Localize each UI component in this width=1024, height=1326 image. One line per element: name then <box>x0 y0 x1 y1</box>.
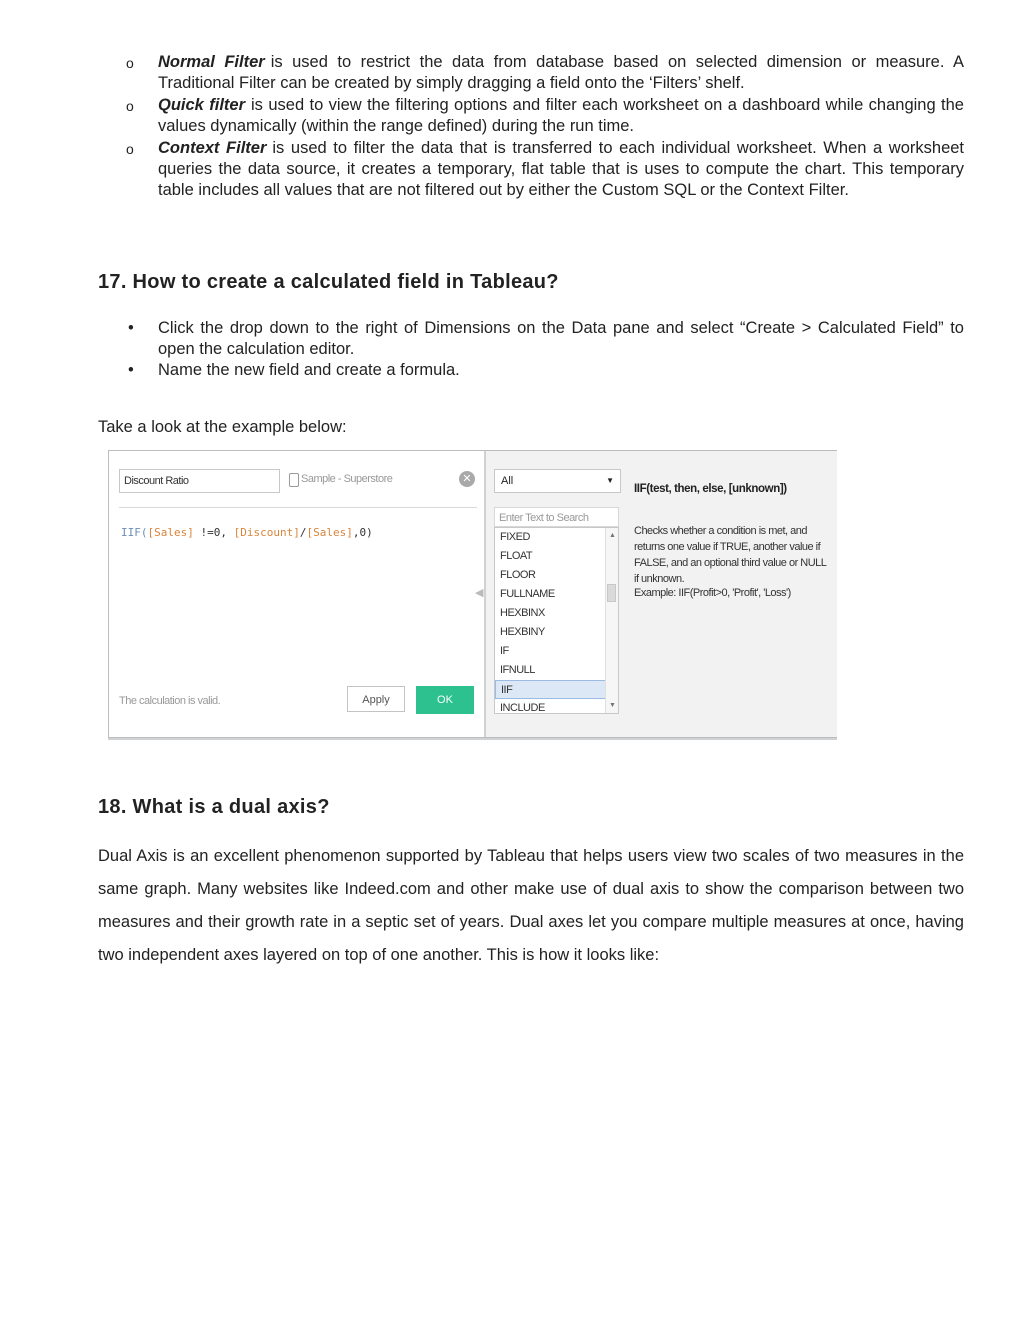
term-description: is used to filter the data that is transferred to each individual worksheet. When a worksheet queries the data source, it creates a temporary, flat table that is uses to compute the chart. This temporary table includes all values that are not filtered out by either the Custom SQL or the Context Filter. <box>158 139 965 199</box>
formula-editor[interactable] <box>121 526 373 539</box>
divider <box>119 507 477 508</box>
section-17-heading: 17. How to create a calculated field in Tableau? <box>98 271 559 293</box>
list-item[interactable]: FLOOR <box>500 569 536 581</box>
data-source-label: Sample - Superstore <box>301 473 393 485</box>
scroll-down-icon[interactable]: ▼ <box>609 702 616 709</box>
example-intro: Take a look at the example below: <box>98 418 347 436</box>
term-description: is used to restrict the data from database based on selected dimension or measure. A Traditional Filter can be created by simply dragging a field onto the ‘Filters’ shelf. <box>158 53 964 92</box>
scroll-thumb[interactable] <box>607 584 616 602</box>
bullet-marker: o <box>126 98 134 114</box>
validation-status: The calculation is valid. <box>119 695 221 707</box>
chevron-down-icon: ▼ <box>606 476 614 485</box>
dual-axis-paragraph: Dual Axis is an excellent phenomenon supported by Tableau that helps users view two scales of two measures in the same graph. Many websites like Indeed.com and other make use of dual axis to show the comparison between two measures and their growth rate in a septic set of years. Dual axes let you compare multiple measures at once, having two independent axes layered on top of one another. This is how it looks like: <box>98 847 964 964</box>
function-signature: IIF(test, then, else, [unknown]) <box>634 483 787 495</box>
apply-button[interactable]: Apply <box>347 686 405 712</box>
database-icon <box>289 473 299 487</box>
section-18-heading: 18. What is a dual axis? <box>98 796 330 818</box>
scroll-up-icon[interactable]: ▲ <box>609 532 616 539</box>
function-search-input[interactable]: Enter Text to Search <box>494 507 619 527</box>
list-item <box>98 318 964 360</box>
term: Context Filter <box>158 139 267 157</box>
list-item <box>98 138 964 201</box>
category-value: All <box>501 475 514 487</box>
formula-text: !=0, <box>193 526 234 539</box>
bullet-marker: o <box>126 141 134 157</box>
list-item[interactable]: FLOAT <box>500 550 533 562</box>
bullet-dot: • <box>128 361 134 379</box>
function-list[interactable] <box>494 527 619 714</box>
term-description: is used to view the filtering options and filter each worksheet on a dashboard while changing the values dynamically (within the range defined) during the run time. <box>158 96 964 135</box>
category-dropdown[interactable] <box>494 469 621 493</box>
formula-field: [Sales] <box>306 526 353 539</box>
term: Quick filter <box>158 96 246 114</box>
list-item[interactable]: FULLNAME <box>500 588 555 600</box>
ok-button[interactable]: OK <box>416 686 474 714</box>
list-item[interactable]: IF <box>500 645 509 657</box>
close-icon[interactable]: ✕ <box>459 471 475 487</box>
list-item <box>98 360 964 381</box>
list-item-selected[interactable]: IIF <box>495 680 618 699</box>
steps-list <box>98 318 964 381</box>
step-text: Click the drop down to the right of Dimensions on the Data pane and select “Create > Calculated Field” to open the calculation editor. <box>158 319 964 358</box>
formula-field: [Discount] <box>233 526 300 539</box>
step-text: Name the new field and create a formula. <box>158 361 460 379</box>
field-name-input[interactable]: Discount Ratio <box>119 469 280 493</box>
collapse-arrow-icon[interactable]: ◀ <box>475 587 484 599</box>
formula-text: / <box>299 526 307 539</box>
bullet-marker: o <box>126 55 134 71</box>
formula-field: [Sales] <box>147 526 194 539</box>
function-example: Example: IIF(Profit>0, 'Profit', 'Loss') <box>634 587 791 599</box>
scrollbar[interactable] <box>605 528 618 713</box>
list-item[interactable]: HEXBINY <box>500 626 545 638</box>
list-item[interactable]: IFNULL <box>500 664 535 676</box>
list-item <box>98 95 964 137</box>
editor-pane <box>109 451 485 737</box>
list-item[interactable]: FIXED <box>500 531 530 543</box>
function-description: Checks whether a condition is met, and returns one value if TRUE, another value if FALSE, and an optional third value or NULL if unknown. <box>634 525 827 585</box>
filter-types-list <box>98 52 964 202</box>
term: Normal Filter <box>158 53 265 71</box>
list-item[interactable]: HEXBINX <box>500 607 545 619</box>
list-item[interactable]: INCLUDE <box>500 702 545 714</box>
formula-function: IIF( <box>121 526 148 539</box>
functions-pane <box>485 451 837 737</box>
formula-text: ,0) <box>352 526 373 539</box>
bullet-dot: • <box>128 319 134 337</box>
calculation-editor-screenshot <box>108 450 837 738</box>
list-item <box>98 52 964 94</box>
